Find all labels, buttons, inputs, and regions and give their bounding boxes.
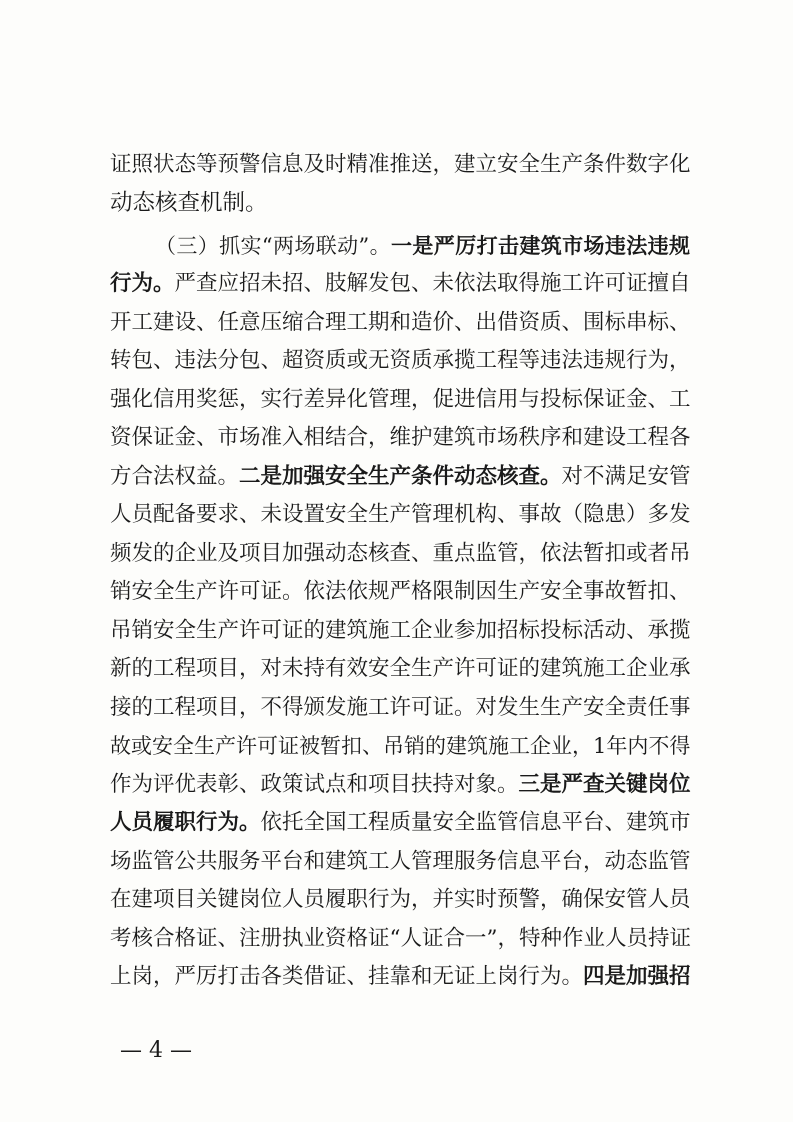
text-line <box>110 651 690 687</box>
text-line <box>110 574 690 610</box>
text-line <box>110 382 690 418</box>
text-line <box>110 185 268 221</box>
text-run: 故或安全生产许可证被暂扣、吊销的建筑施工企业，1年内不得 <box>110 734 691 758</box>
section-heading-line <box>155 228 690 264</box>
text-run: 依托全国工程质量安全监管信息平台、建筑市 <box>260 810 691 835</box>
text-run: 方合法权益。 <box>110 464 240 489</box>
text-line <box>110 536 690 572</box>
bold-lead: 行为。 <box>110 271 175 296</box>
text-run: 强化信用奖惩，实行差异化管理，促进信用与投标保证金、工 <box>110 387 691 412</box>
section-heading: （三）抓实“两场联动”。 <box>155 234 392 258</box>
text-run: 作为评优表彰、政策试点和项目扶持对象。 <box>110 772 519 797</box>
text-run: 人员配备要求、未设置安全生产管理机构、事故（隐患）多发 <box>110 502 691 527</box>
text-line <box>110 305 690 341</box>
text-run: 上岗，严厉打击各类借证、挂靠和无证上岗行为。 <box>110 964 584 989</box>
text-line <box>110 728 690 764</box>
text-run: 严查应招未招、肢解发包、未依法取得施工许可证擅自 <box>174 271 691 296</box>
text-run: 动态核查机制。 <box>110 190 268 216</box>
text-line <box>110 921 690 957</box>
text-run: 对不满足安管 <box>561 464 691 489</box>
text-line <box>110 343 690 379</box>
bold-lead: 三是严查关键岗位 <box>518 772 691 797</box>
text-line <box>110 420 690 456</box>
text-run: 开工建设、任意压缩合理工期和造价、出借资质、围标串标、 <box>110 310 691 335</box>
text-run: 资保证金、市场准入相结合，维护建筑市场秩序和建设工程各 <box>110 425 691 450</box>
text-line <box>110 147 690 183</box>
text-run: 吊销安全生产许可证的建筑施工企业参加招标投标活动、承揽 <box>110 618 691 643</box>
text-run: 接的工程项目，不得颁发施工许可证。对发生生产安全责任事 <box>110 695 691 720</box>
text-line <box>110 767 690 803</box>
text-run: 频发的企业及项目加强动态核查、重点监管，依法暂扣或者吊 <box>110 541 691 566</box>
bold-lead: 一是严厉打击建筑市场违法违规 <box>391 234 690 258</box>
text-run: 在建项目关键岗位人员履职行为，并实时预警，确保安管人员 <box>110 887 691 912</box>
text-line <box>110 459 690 495</box>
text-line <box>110 882 690 918</box>
text-line <box>110 266 690 302</box>
text-line <box>110 613 690 649</box>
text-run: 场监管公共服务平台和建筑工人管理服务信息平台，动态监管 <box>110 849 691 874</box>
text-run: 考核合格证、注册执业资格证“人证合一”，特种作业人员持证 <box>110 926 691 951</box>
bold-lead: 二是加强安全生产条件动态核查。 <box>239 464 562 489</box>
bold-lead: 四是加强招 <box>583 964 691 989</box>
page-number: — 4 — <box>120 1038 192 1063</box>
text-line <box>110 690 690 726</box>
text-run: 证照状态等预警信息及时精准推送，建立安全生产条件数字化 <box>110 152 691 177</box>
text-line <box>110 844 690 880</box>
text-line <box>110 805 690 841</box>
text-line <box>110 497 690 533</box>
text-run: 新的工程项目，对未持有效安全生产许可证的建筑施工企业承 <box>110 656 691 681</box>
text-run: 销安全生产许可证。依法依规严格限制因生产安全事故暂扣、 <box>110 579 691 604</box>
text-run: 转包、违法分包、超资质或无资质承揽工程等违法违规行为， <box>110 348 691 373</box>
bold-lead: 人员履职行为。 <box>110 810 261 835</box>
text-line <box>110 959 690 995</box>
